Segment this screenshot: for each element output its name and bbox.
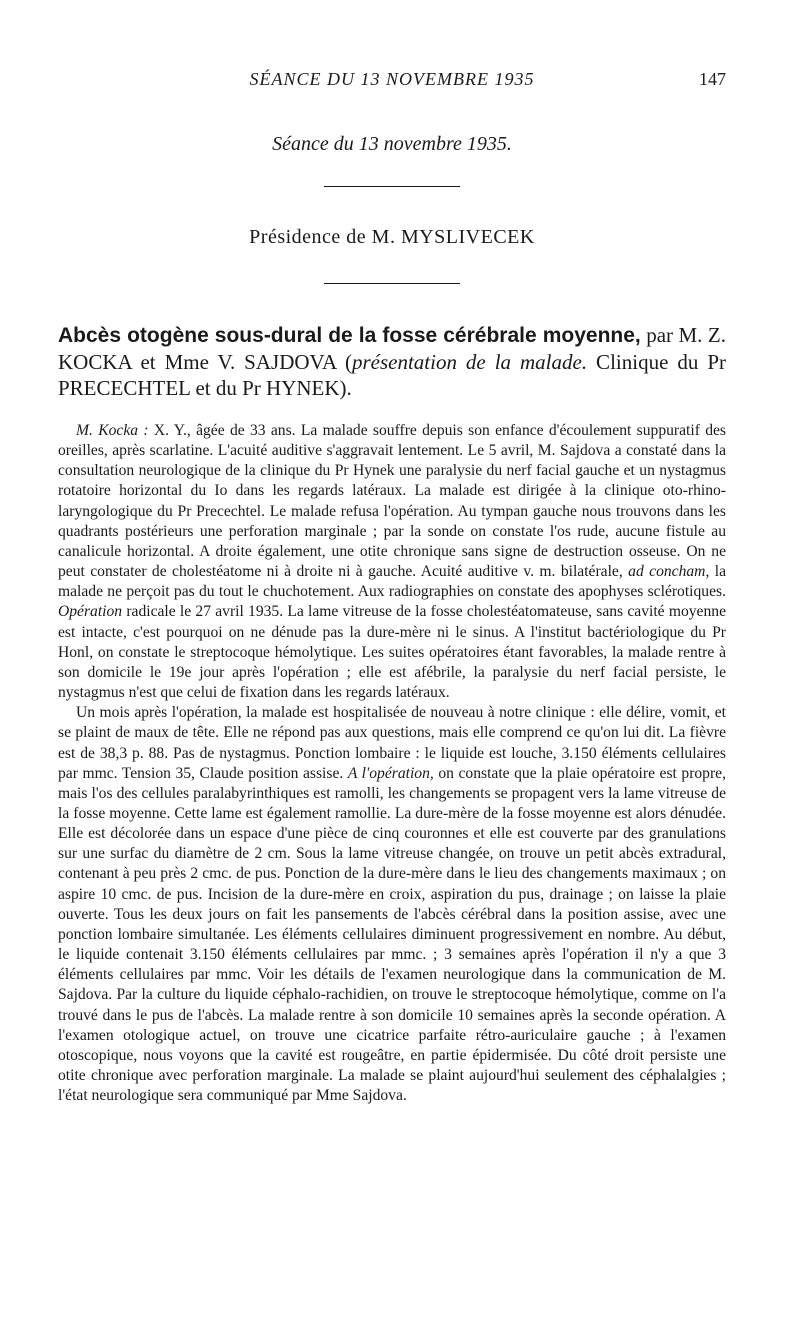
divider-rule [324, 186, 460, 187]
paragraph-2-text: Un mois après l'opération, la malade est hospitalisée de nouveau à notre clinique : elle délire, vomit, et se plaint de maux de tête. Elle ne répond pas aux questions, mais elle comprend ce qu'on lui dit. La fièvre est de 38,3 p. 88. Pas de nystagmus. Ponction lombaire : le liquide est louche, 3.150 éléments cellulaires par mmc. Tension 35, Claude position assise. [58, 704, 726, 782]
paragraph-1-text-2: la malade ne perçoit pas du tout le chuchotement. Aux radiographies on constate des apophyses sclérotiques. [58, 563, 726, 601]
paragraph-2-text-2: on constate que la plaie opératoire est propre, mais l'os des cellules paralabyrinthiques est ramolli, les changements se propagent vers la lame vitreuse de la fosse moyenne. Cette lame est également ramollie. La dure-mère de la fosse moyenne est alors dénudée. Elle est décolorée dans un espace d'une pièce de cinq couronnes et elle est couverte par des granulations sur une surfac du diamètre de 2 cm. Sous la lame vitreuse changée, on trouve un petit abcès extradural, contenant à peu près 2 cmc. de pus. Ponction de la dure-mère dans le lieu des changements maximaux ; on aspire 10 cmc. de pus. Incision de la dure-mère en croix, aspiration du pus, drainage ; on laisse la plaie ouverte. Tous les deux jours on fait les pansements de l'abcès cérébral dans la position assise, avec une ponction lombaire simultanée. Les éléments cellulaires diminuent progressivement en nombre. Au début, le liquide contenait 3.150 éléments cellulaires par mmc. ; 3 semaines après l'opération il n'y a que 3 éléments cellulaires par mmc. Voir les détails de l'examen neurologique dans la communication de M. Sajdova. Par la culture du liquide céphalo-rachidien, on trouve le streptocoque hémolytique, comme on l'a trouvé dans le pus de l'abcès. La malade rentre à son domicile 10 semaines après la seconde opération. A l'examen otologique actuel, on trouve une cicatrice parfaite rétro-auriculaire gauche ; à l'examen otoscopique, nous voyons que la cavité est rougeâtre, en partie épidermisée. Du côté droit persiste une otite chronique avec perforation marginale. La malade se plaint aujourd'hui seulement des céphalalgies ; l'état neurologique sera communiqué par Mme Sajdova. [58, 764, 726, 1105]
page [58, 64, 726, 1106]
article-title-bold: Abcès otogène sous-dural de la fosse cérébrale moyenne, [58, 324, 641, 347]
session-title: Séance du 13 novembre 1935. [272, 133, 512, 155]
running-head-title: SÉANCE DU 13 NOVEMBRE 1935 [249, 69, 535, 89]
article-title-clinic: Clinique du Pr PRECECHTEL et du Pr HYNEK). [58, 350, 726, 400]
operation-label-2: A l'opération, [347, 764, 434, 782]
divider-rule [324, 283, 460, 284]
operation-label: Opération [58, 603, 123, 621]
article-title-italic: présentation de la malade. [351, 350, 588, 374]
page-number: 147 [699, 69, 726, 89]
paragraph-1 [58, 421, 726, 703]
article-body [58, 421, 726, 1106]
running-head [58, 64, 726, 94]
paragraph-2 [58, 703, 726, 1106]
article-title [58, 322, 726, 401]
article-title-authors: par M. Z. KOCKA et Mme V. SAJDOVA ( [58, 323, 726, 374]
ad-concham: ad concham, [628, 563, 710, 581]
paragraph-1-text-3: radicale le 27 avril 1935. La lame vitreuse de la fosse cholestéatomateuse, sans cavité moyenne est intacte, c'est pourquoi on ne dénude pas la dure-mère ni le sinus. A l'institut bactériologique du Pr Honl, on constate le streptocoque hémolytique. Les suites opératoires étant favorables, la malade rentre à son domicile le 19e jour après l'opération ; elle est afébrile, la paralysie du nerf facial persiste, le nystagmus n'est que celui de fixation dans les regards latéraux. [58, 603, 726, 702]
author-label: M. Kocka : [76, 422, 149, 439]
paragraph-1-text: X. Y., âgée de 33 ans. La malade souffre depuis son enfance d'écoulement suppuratif des oreilles, après scarlatine. L'acuité auditive s'aggravait lentement. Le 5 avril, M. Sajdova a constaté dans la consultation neurologique de la clinique du Pr Hynek une paralysie du nerf facial gauche et un nystagmus rotatoire horizontal du Io dans les regards latéraux. La malade est dirigée à la clinique oto-rhino-laryngologique du Pr Precechtel. Le malade refusa l'opération. Au tympan gauche nous trouvons dans les quadrants postérieurs une perforation marginale ; par la sonde on constate l'os rude, aucune fistule au canalicule horizontal. A droite également, une otite chronique sans signe de destruction osseuse. On ne peut constater de cholestéatome ni à droite ni à gauche. Acuité auditive v. m. bilatérale, [58, 422, 726, 581]
presidence-line: Présidence de M. MYSLIVECEK [249, 226, 535, 248]
